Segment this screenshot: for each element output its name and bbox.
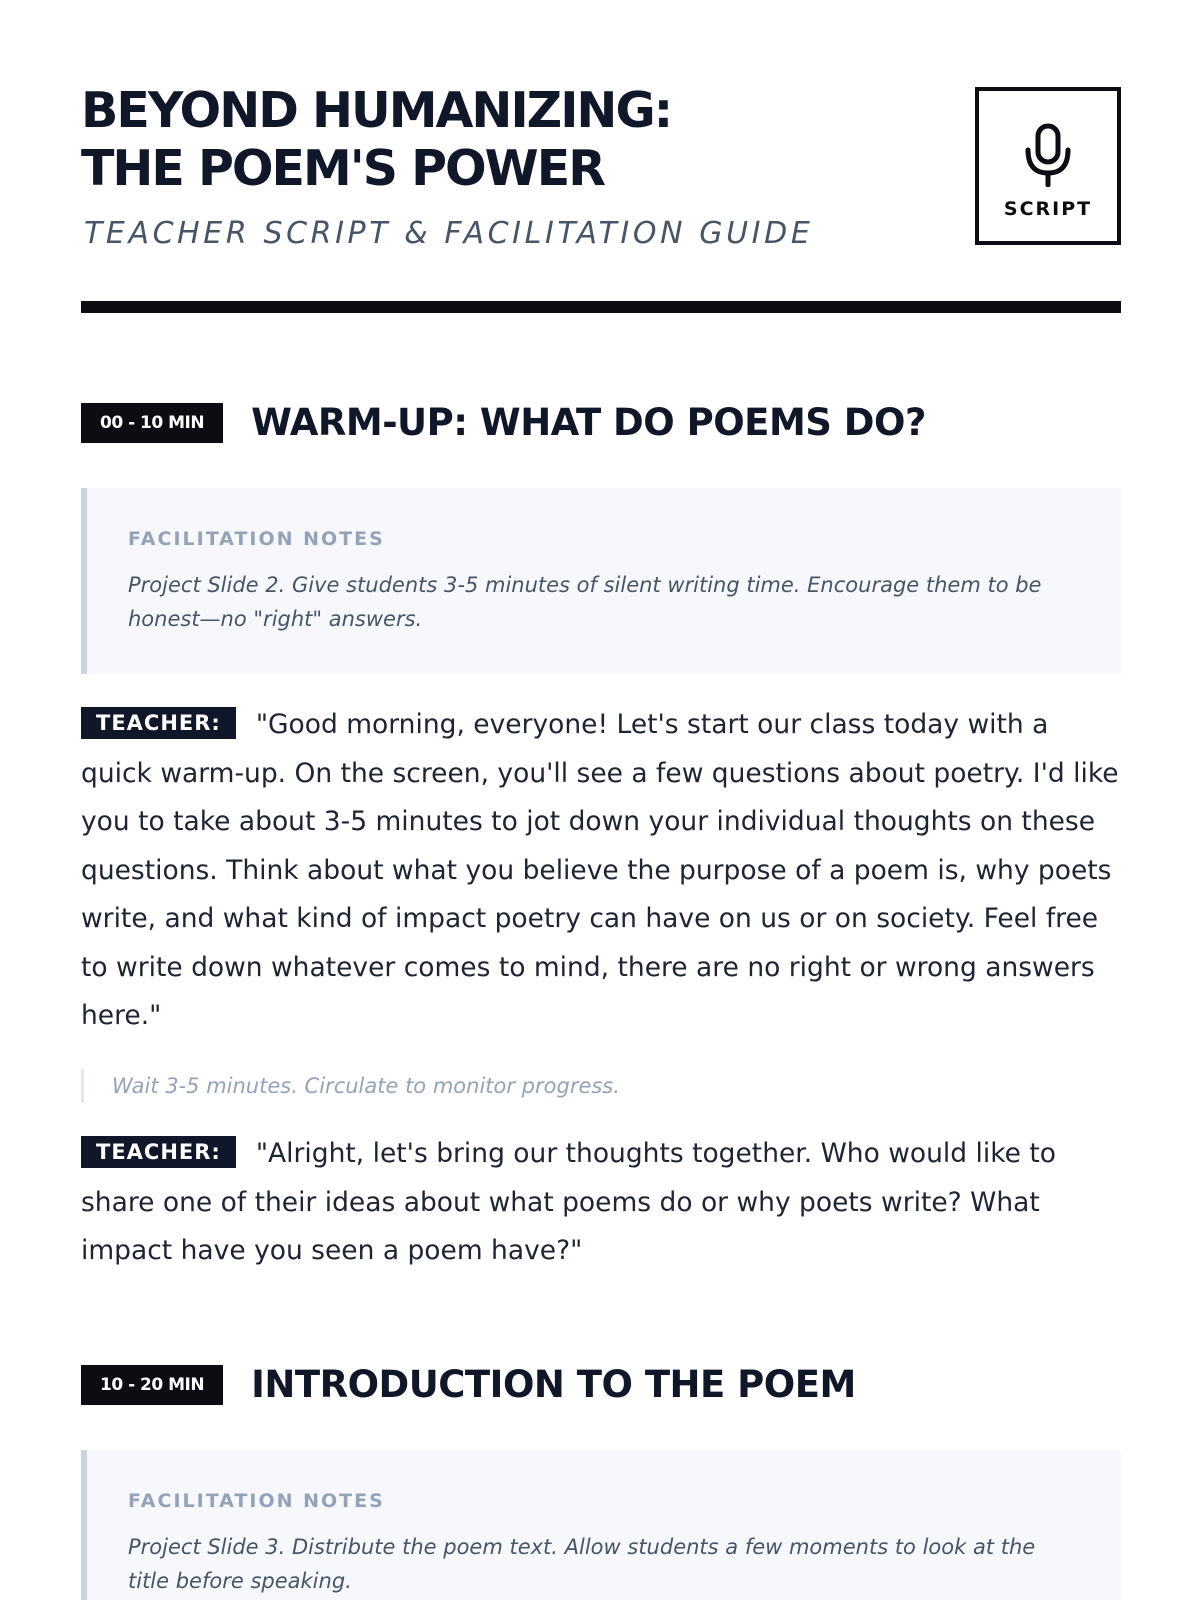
section-header-introduction [81, 1363, 856, 1406]
facilitation-notes [81, 488, 1121, 674]
speaker-tag: TEACHER: [81, 1136, 236, 1168]
notes-text: Project Slide 2. Give students 3-5 minutes of silent writing time. Encourage them to be honest—no "right" answers. [128, 573, 1042, 631]
teacher-dialogue: "Alright, let's bring our thoughts together. Who would like to share one of their ideas about what poems do or why poets write? What impact have you seen a poem have?" [81, 1138, 1056, 1266]
time-badge: 10 - 20 MIN [81, 1365, 223, 1405]
page-subtitle: TEACHER SCRIPT & FACILITATION GUIDE [84, 216, 814, 251]
badge-label: SCRIPT [1003, 198, 1093, 220]
section-title: INTRODUCTION TO THE POEM [251, 1363, 856, 1406]
section-title: WARM-UP: WHAT DO POEMS DO? [251, 401, 926, 444]
script-badge [975, 87, 1121, 245]
section-header-warmup [81, 401, 926, 444]
page-header [81, 0, 1121, 318]
facilitation-notes [81, 1450, 1121, 1600]
teacher-script-line [81, 1130, 1121, 1276]
teacher-dialogue: "Good morning, everyone! Let's start our class today with a quick warm-up. On the screen, you'll see a few questions about poetry. I'd like you to take about 3-5 minutes to jot down your individual thoughts on these questions. Think about what you believe the purpose of a poem is, why poets write, and what kind of impact poetry can have on us or on society. Feel free to write down whatever comes to mind, there are no right or wrong answers here." [81, 709, 1119, 1031]
time-badge: 00 - 10 MIN [81, 403, 223, 443]
notes-label: FACILITATION NOTES [128, 528, 385, 550]
page-title: BEYOND HUMANIZING: THE POEM'S POWER [81, 82, 672, 197]
notes-label: FACILITATION NOTES [128, 1490, 385, 1512]
stage-direction: Wait 3-5 minutes. Circulate to monitor progress. [81, 1069, 620, 1103]
teacher-script-line [81, 701, 1121, 1041]
speaker-tag: TEACHER: [81, 707, 236, 739]
script-page [81, 0, 1121, 1593]
header-divider [81, 301, 1121, 313]
microphone-icon [1023, 123, 1073, 187]
notes-text: Project Slide 3. Distribute the poem text. Allow students a few moments to look at the title before speaking. [128, 1535, 1036, 1593]
